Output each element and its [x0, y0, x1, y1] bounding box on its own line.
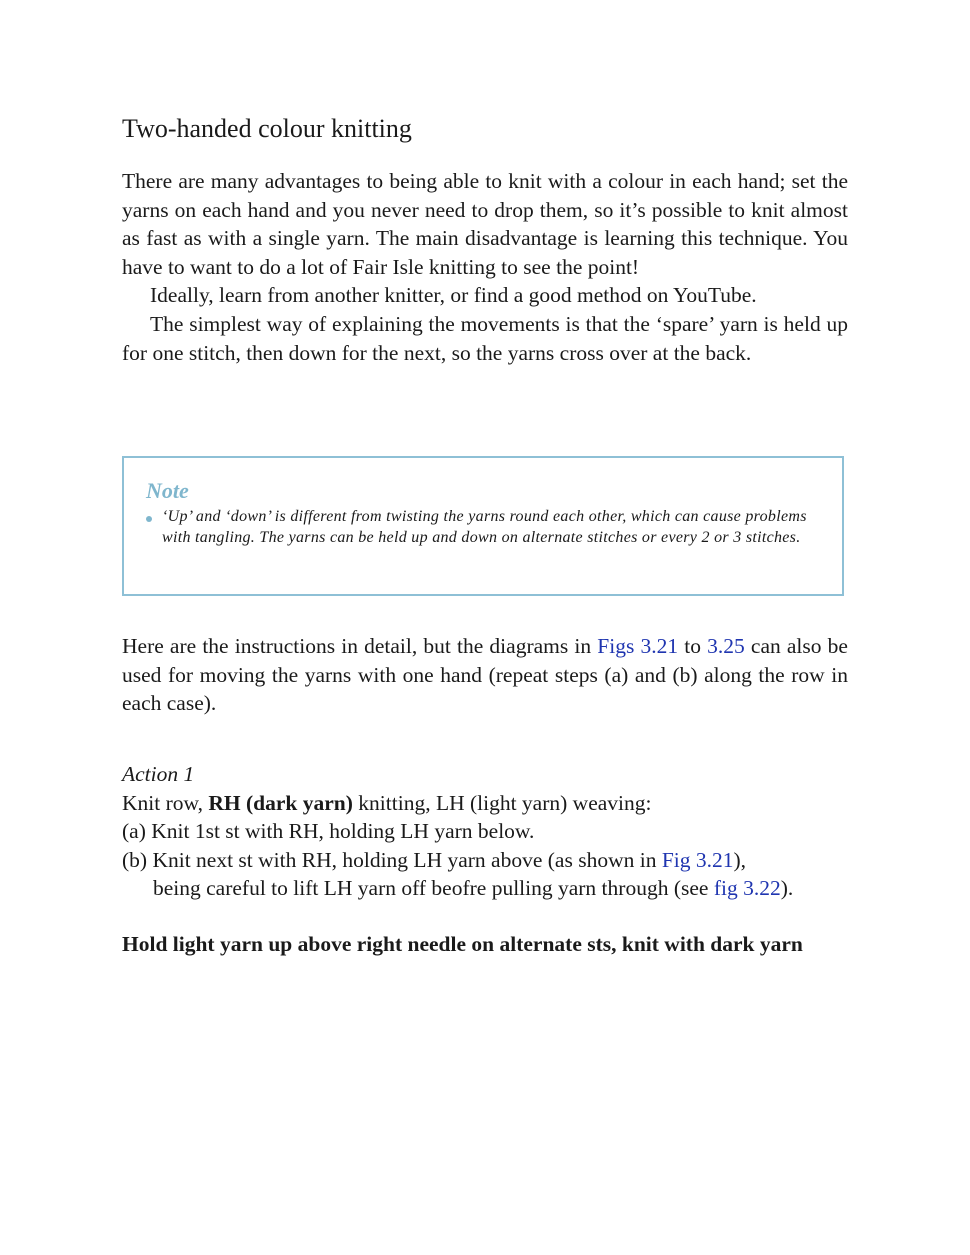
intro-paragraph-1: There are many advantages to being able to knit with a colour in each hand; set the yarns on each hand and you never need to drop them, so it’s possible to knit almost as fast as with a single yarn. The main disadvantage is learning this technique. You have to want to do a lot of Fair Isle knitting to see the point!	[122, 169, 848, 279]
action-line-1	[122, 789, 862, 818]
action-line-1-post: knitting, LH (light yarn) weaving:	[352, 790, 652, 815]
step-b2-pre: being careful to lift LH yarn off beofre pulling yarn through (see	[153, 876, 714, 901]
action-section	[122, 760, 862, 903]
step-b2-post: ).	[780, 876, 794, 901]
step-b-post: ),	[733, 847, 747, 872]
bullet-icon	[146, 516, 152, 522]
action-line-1-pre: Knit row,	[122, 790, 209, 815]
intro-paragraph-2: Ideally, learn from another knitter, or find a good method on YouTube.	[150, 283, 757, 308]
detail-paragraph	[122, 632, 848, 718]
action-title: Action 1	[122, 762, 195, 786]
step-b-pre: (b) Knit next st with RH, holding LH yarn above (as shown in	[122, 847, 662, 872]
step-a: (a) Knit 1st st with RH, holding LH yarn below.	[122, 819, 535, 844]
note-box	[122, 456, 844, 596]
note-title: Note	[146, 478, 189, 503]
step-b	[122, 846, 862, 875]
bold-instruction: Hold light yarn up above right needle on alternate sts, knit with dark yarn	[122, 932, 803, 956]
detail-text-before: Here are the instructions in detail, but the diagrams in	[122, 634, 598, 658]
section-heading: Two-handed colour knitting	[122, 114, 412, 143]
fig-3-22-link[interactable]: fig 3.22	[713, 876, 781, 901]
note-text: ‘Up’ and ‘down’ is different from twisting the yarns round each other, which can cause problems with tangling. The yarns can be held up and down on alternate stitches or every 2 or 3 stitches.	[162, 508, 807, 547]
figs-3-21-link[interactable]: Figs 3.21	[597, 634, 679, 658]
fig-3-25-link[interactable]: 3.25	[707, 634, 745, 658]
detail-text-middle: to	[678, 634, 708, 658]
detail-section	[122, 632, 848, 718]
intro-paragraph-3: The simplest way of explaining the movements is that the ‘spare’ yarn is held up for one stitch, then down for the next, so the yarns cross over at the back.	[122, 311, 848, 365]
detail-text-after: can also be used for moving the yarns with one hand (repeat steps (a) and (b) along the row in each case).	[122, 634, 848, 716]
step-b-continuation	[122, 874, 862, 903]
action-line-1-bold: RH (dark yarn)	[208, 790, 353, 815]
fig-3-21-link[interactable]: Fig 3.21	[661, 847, 734, 872]
intro-section	[122, 167, 848, 367]
